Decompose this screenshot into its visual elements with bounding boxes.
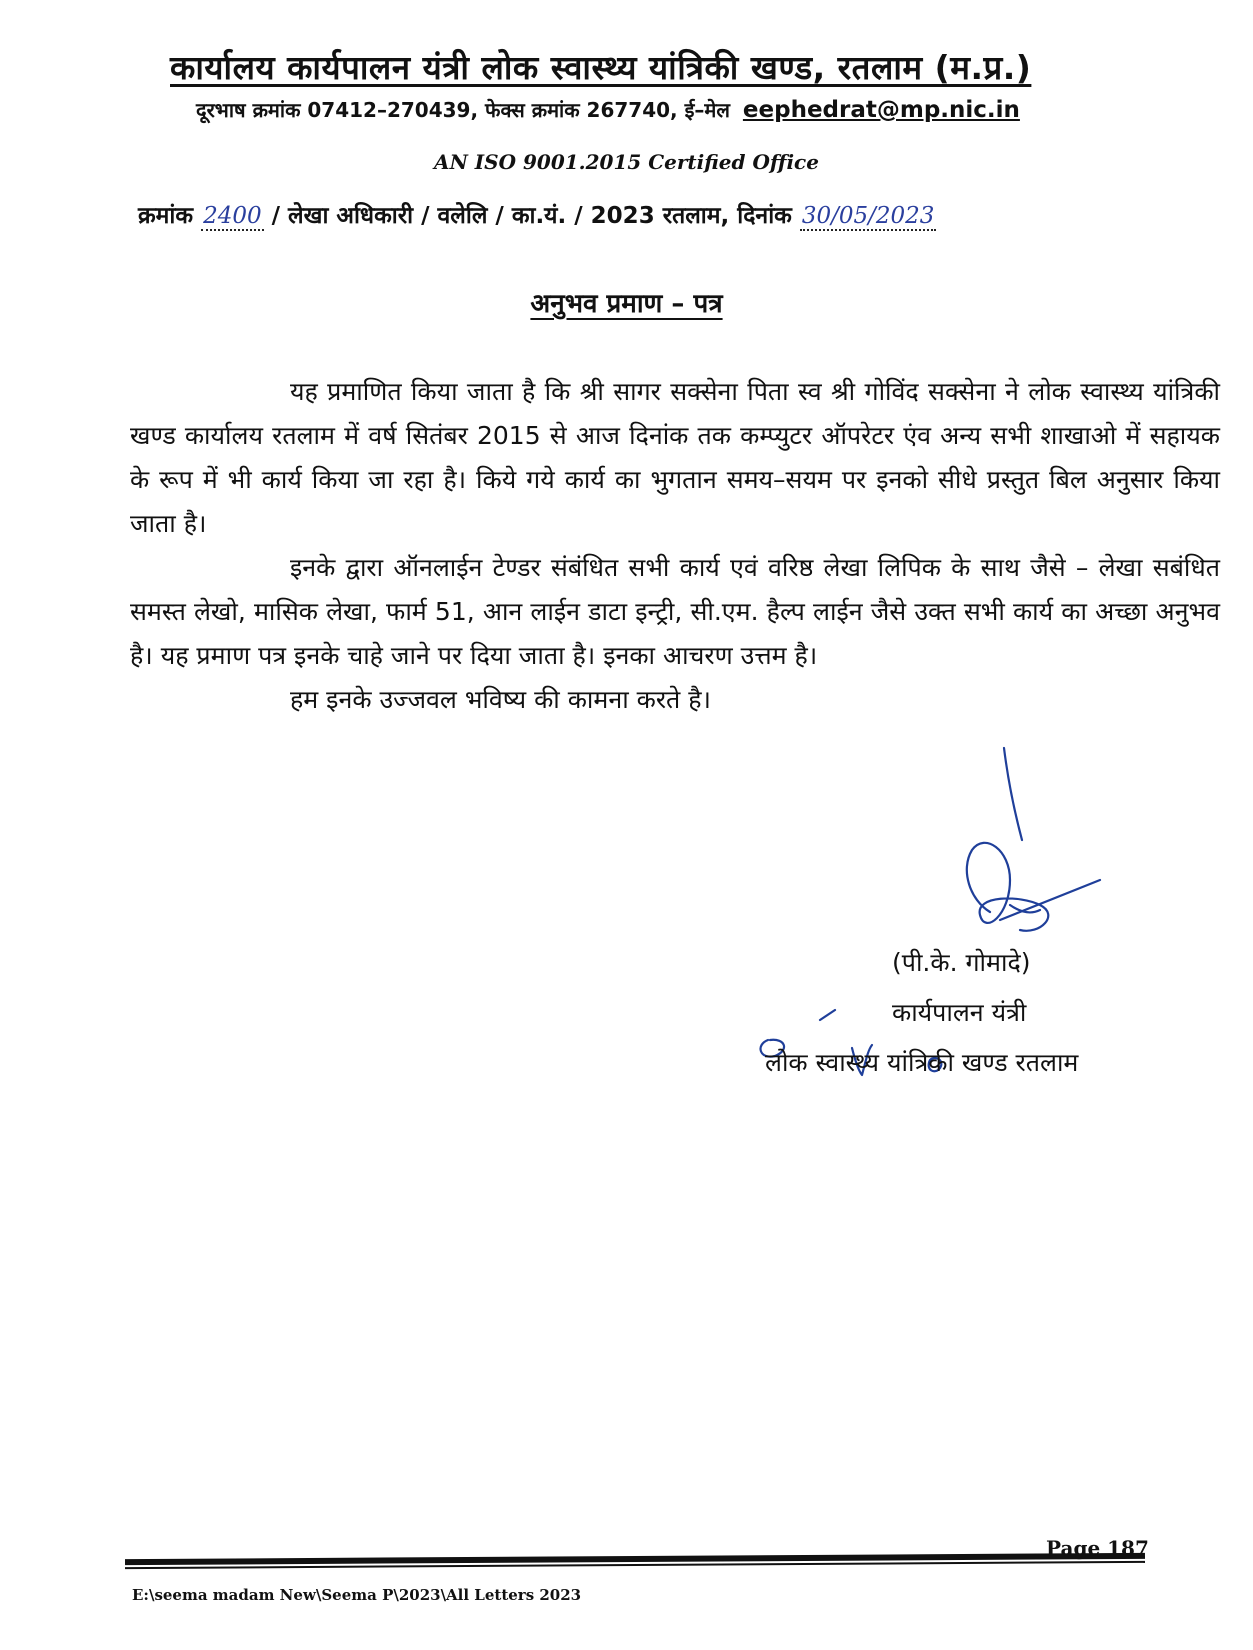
- reference-line: [138, 198, 936, 230]
- paragraph-3: हम इनके उज्जवल भविष्य की कामना करते है।: [290, 685, 712, 714]
- reference-rest: / लेखा अधिकारी / वलेलि / का.यं. / 2023 रतलाम, दिनांक: [271, 203, 792, 229]
- reference-label: क्रमांक: [138, 203, 194, 229]
- contact-text: दूरभाष क्रमांक 07412–270439, फेक्स क्रमांक 267740, ई–मेल: [196, 98, 730, 122]
- signatory-name: (पी.के. गोमादे): [892, 948, 1031, 977]
- paragraph-2: इनके द्वारा ऑनलाईन टेण्डर संबंधित सभी कार्य एवं वरिष्ठ लेखा लिपिक के साथ जैसे – लेखा सबंधित समस्त लेखो, मासिक लेखा, फार्म 51, आन लाईन डाटा इन्ट्री, सी.एम. हैल्प लाईन जैसे उक्त सभी कार्य का अच्छा अनुभव है। यह प्रमाण पत्र इनके चाहे जाने पर दिया जाता है। इनका आचरण उत्तम है।: [130, 553, 1220, 670]
- iso-certification: AN ISO 9001.2015 Certified Office: [434, 150, 819, 174]
- email-link[interactable]: eephedrat@mp.nic.in: [742, 97, 1020, 123]
- letter-body: [130, 370, 1220, 722]
- page-number: Page 187: [1046, 1536, 1149, 1560]
- certificate-heading: अनुभव प्रमाण – पत्र: [530, 289, 723, 319]
- reference-number: 2400: [203, 203, 262, 229]
- contact-line: [196, 96, 1020, 123]
- signatory-designation: कार्यपालन यंत्री: [892, 998, 1027, 1027]
- signature-block: [720, 938, 1220, 1088]
- file-path: E:\seema madam New\Seema P\2023\All Letters 2023: [132, 1586, 582, 1604]
- office-title: कार्यालय कार्यपालन यंत्री लोक स्वास्थ्य यांत्रिकी खण्ड, रतलाम (म.प्र.): [170, 48, 1032, 87]
- reference-date: 30/05/2023: [801, 203, 935, 229]
- paragraph-1: यह प्रमाणित किया जाता है कि श्री सागर सक्सेना पिता स्व श्री गोविंद सक्सेना ने लोक स्वास्थ्य यांत्रिकी खण्ड कार्यालय रतलाम में वर्ष सितंबर 2015 से आज दिनांक तक कम्प्युटर ऑपरेटर एंव अन्य सभी शाखाओ में सहायक के रूप में भी कार्य किया जा रहा है। किये गये कार्य का भुगतान समय–सयम पर इनको सीधे प्रस्तुत बिल अनुसार किया जाता है।: [130, 377, 1220, 538]
- signatory-office: लोक स्वास्थ्य यांत्रिकी खण्ड रतलाम: [765, 1048, 1079, 1077]
